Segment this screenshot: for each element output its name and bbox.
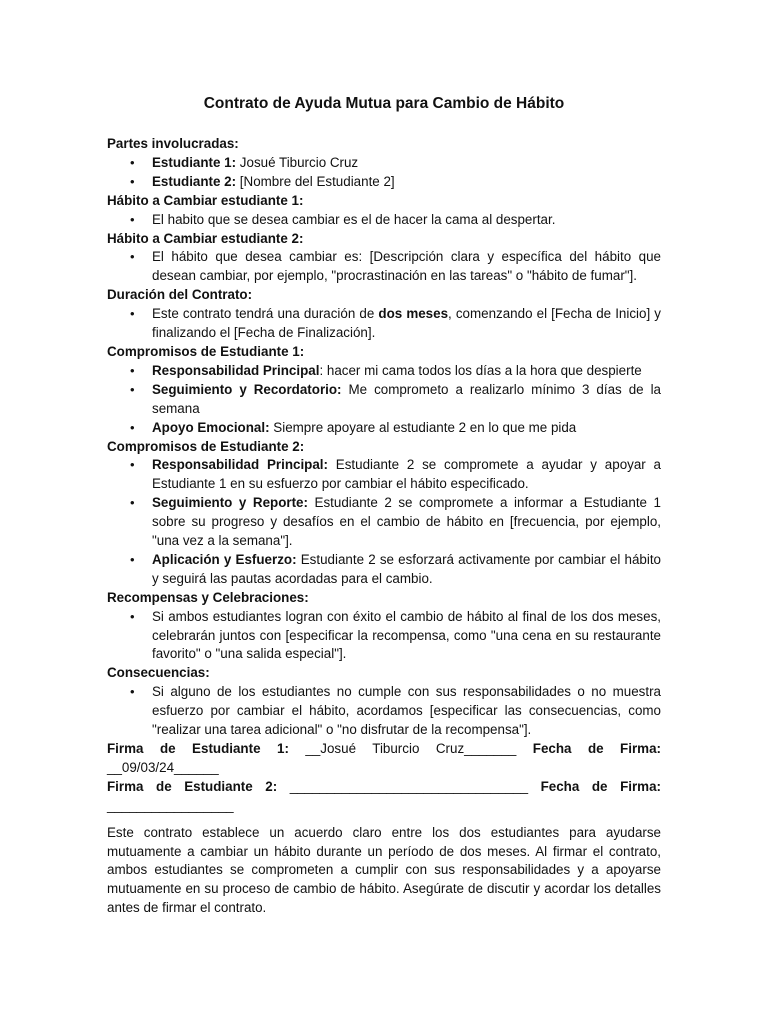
conclusion-paragraph: Este contrato establece un acuerdo claro entre los dos estudiantes para ayudarse mutuamente a cambiar un hábito durante un período de dos meses. Al firmar el contrato, ambos estudiantes se comprometen a cumplir con sus responsabilidades y a apoyarse mutuamente en su proceso de cambio de hábito. Asegúrate de discutir y acordar los detalles antes de firmar el contrato. <box>107 824 661 916</box>
signature-label: Firma de Estudiante 2: <box>107 778 278 794</box>
item-text: Si ambos estudiantes logran con éxito el cambio de hábito al final de los dos meses, celebrarán juntos con [especificar la recompensa, como "una cena en su restaurante favorito" o "una salida especial"]. <box>152 608 661 662</box>
list-item <box>152 494 661 551</box>
item-text: Josué Tiburcio Cruz <box>236 154 359 170</box>
item-label: Apoyo Emocional: <box>152 419 270 435</box>
item-text: Me comprometo a realizarlo mínimo 3 días de la semana <box>152 381 661 416</box>
list-item <box>152 305 661 343</box>
date-label: Fecha de Firma: <box>540 778 661 794</box>
item-text: Estudiante 2 se compromete a ayudar y apoyar a Estudiante 1 en su esfuerzo por cambiar el hábito especificado. <box>152 457 661 492</box>
list-item <box>152 154 661 173</box>
list-compromisos-1 <box>107 362 661 438</box>
list-item <box>152 551 661 589</box>
section-heading-compromisos-1: Compromisos de Estudiante 1: <box>107 343 305 359</box>
item-text: Siempre apoyare al estudiante 2 en lo que me pida <box>269 419 577 435</box>
section-heading-consecuencias: Consecuencias: <box>107 665 210 681</box>
item-text-bold: dos meses <box>378 306 449 322</box>
list-item <box>152 419 661 438</box>
item-text: Estudiante 2 se esforzará activamente por cambiar el hábito y seguirá las pautas acordadas para el cambio. <box>152 551 661 586</box>
item-label: Seguimiento y Reporte: <box>152 495 308 511</box>
list-consecuencias <box>107 683 661 740</box>
list-recompensas <box>107 608 661 665</box>
list-item <box>152 456 661 494</box>
list-duracion <box>107 305 661 343</box>
item-label: Aplicación y Esfuerzo: <box>152 551 297 567</box>
list-item <box>152 211 661 230</box>
list-habito1 <box>107 211 661 230</box>
list-partes <box>107 154 661 192</box>
page-title: Contrato de Ayuda Mutua para Cambio de Hábito <box>203 95 565 112</box>
list-item <box>152 608 661 665</box>
item-text: El habito que se desea cambiar es el de hacer la cama al despertar. <box>152 211 556 227</box>
item-text: : hacer mi cama todos los días a la hora que despierte <box>319 362 642 378</box>
item-label: Estudiante 2: <box>152 173 237 189</box>
list-habito2 <box>107 248 661 286</box>
item-text: [Nombre del Estudiante 2] <box>236 173 395 189</box>
section-heading-compromisos-2: Compromisos de Estudiante 2: <box>107 438 305 454</box>
item-label: Estudiante 1: <box>152 154 237 170</box>
list-item <box>152 248 661 286</box>
item-text-pre: Este contrato tendrá una duración de <box>152 306 379 322</box>
item-text: Si alguno de los estudiantes no cumple con sus responsabilidades o no muestra esfuerzo por cambiar el hábito, acordamos [especificar las consecuencias, como "realizar una tarea adicional" o "no disfrutar de la recompensa"]. <box>152 684 661 738</box>
date-value: __09/03/24______ <box>107 759 219 775</box>
item-text: El hábito que desea cambiar es: [Descripción clara y específica del hábito que desean cambiar, por ejemplo, "procrastinación en las tareas" o "hábito de fumar"]. <box>152 249 661 284</box>
item-text: Estudiante 2 se compromete a informar a Estudiante 1 sobre su progreso y desafíos en el cambio de hábito en [frecuencia, por ejemplo, "una vez a la semana"]. <box>152 495 661 549</box>
item-text-post: , comenzando el [Fecha de Inicio] y finalizando el [Fecha de Finalización]. <box>152 306 661 341</box>
item-label: Seguimiento y Recordatorio: <box>152 381 342 397</box>
signature-line-1 <box>107 740 661 778</box>
list-compromisos-2 <box>107 456 661 588</box>
signature-value: __Josué Tiburcio Cruz_______ <box>288 741 533 756</box>
list-item <box>152 683 661 740</box>
list-item <box>152 381 661 419</box>
list-item <box>152 362 661 381</box>
list-item <box>152 173 661 192</box>
signature-value: ________________________________ <box>277 778 541 794</box>
date-value: _________________ <box>107 797 234 813</box>
date-label: Fecha de Firma: <box>532 741 661 756</box>
section-heading-partes: Partes involucradas: <box>107 136 239 151</box>
section-heading-habito1: Hábito a Cambiar estudiante 1: <box>107 192 304 208</box>
document-body <box>107 135 661 932</box>
section-heading-recompensas: Recompensas y Celebraciones: <box>107 589 309 605</box>
signature-line-2 <box>107 778 661 816</box>
section-heading-habito2: Hábito a Cambiar estudiante 2: <box>107 230 304 246</box>
section-heading-duracion: Duración del Contrato: <box>107 287 253 303</box>
item-label: Responsabilidad Principal: <box>152 457 328 473</box>
signature-label: Firma de Estudiante 1: <box>107 741 289 756</box>
item-label: Responsabilidad Principal <box>152 362 320 378</box>
